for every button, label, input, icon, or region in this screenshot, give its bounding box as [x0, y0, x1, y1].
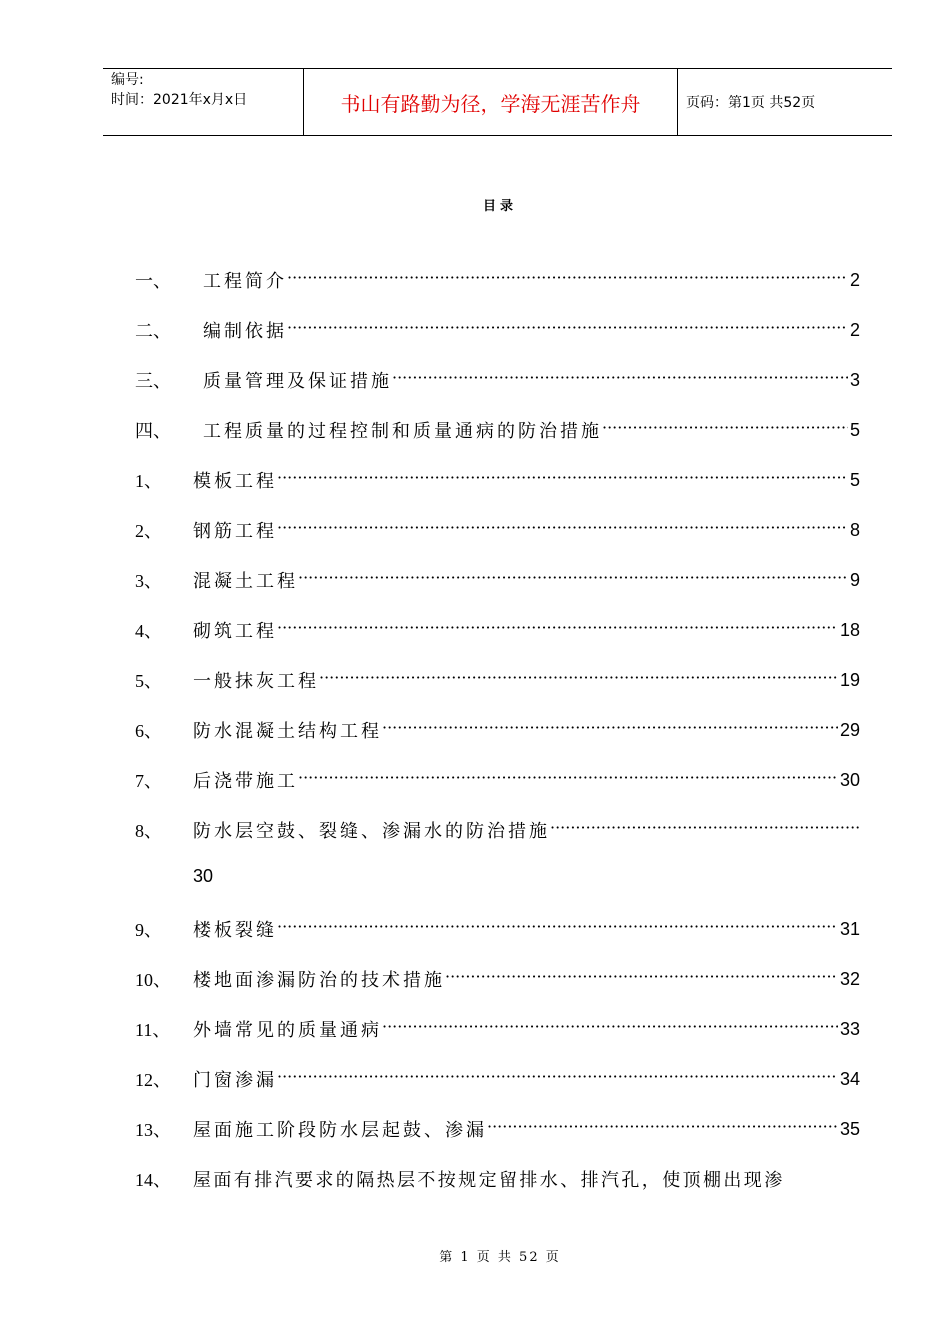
dot-leader: [319, 666, 838, 694]
toc-entry-page: 19: [839, 669, 860, 690]
toc-entry-number: 11、: [135, 1020, 171, 1040]
toc-entry[interactable]: [135, 466, 860, 494]
toc-entry-page: 2: [849, 319, 860, 340]
toc-entry-label: 模板工程: [193, 471, 277, 492]
dot-leader: [487, 1115, 838, 1143]
dot-leader: [298, 566, 848, 594]
toc-entry-page: 5: [849, 469, 860, 490]
serial-label: 编号:: [111, 72, 144, 88]
dot-leader: [382, 1015, 838, 1043]
toc-entry[interactable]: [135, 266, 860, 294]
toc-entry[interactable]: [135, 1015, 860, 1043]
dot-leader: [602, 416, 848, 444]
toc-entry-number: 9、: [135, 920, 162, 940]
toc-entry-number: 10、: [135, 970, 171, 990]
toc-entry-page: 31: [839, 918, 860, 939]
toc-entry[interactable]: [135, 366, 860, 394]
toc-entry-number: 7、: [135, 771, 162, 791]
toc-entry-number: 一、: [135, 271, 171, 291]
dot-leader: [298, 766, 838, 794]
header-motto: 书山有路勤为径，学海无涯苦作舟: [340, 91, 641, 116]
toc-entry-number: 6、: [135, 721, 162, 741]
toc-entry-label: 门窗渗漏: [193, 1070, 277, 1091]
toc-entry-number: 2、: [135, 521, 162, 541]
toc-entry-number: 1、: [135, 471, 162, 491]
toc-entry[interactable]: [135, 1115, 860, 1143]
header-motto-cell: [303, 69, 678, 135]
toc-entry[interactable]: [135, 816, 860, 844]
toc-entry-number: 3、: [135, 571, 162, 591]
dot-leader: [550, 816, 860, 844]
header-page-cell: [678, 69, 892, 135]
toc-entry-page: 32: [839, 968, 860, 989]
dot-leader: [392, 366, 848, 394]
toc-entry-label: 质量管理及保证措施: [203, 371, 392, 392]
toc-entry-number: 5、: [135, 671, 162, 691]
toc-entry-number: 三、: [135, 371, 171, 391]
header-page-info: 页码：第1页 共52页: [686, 95, 816, 111]
time-label: 时间：2021年x月x日: [111, 92, 248, 108]
toc-entry-label: 楼地面渗漏防治的技术措施: [193, 970, 445, 991]
toc-entry[interactable]: [135, 1165, 860, 1193]
toc-entry-page: 30: [839, 769, 860, 790]
dot-leader: [277, 616, 838, 644]
toc-entry-label: 外墙常见的质量通病: [193, 1020, 382, 1041]
toc-entry-page: 33: [839, 1018, 860, 1039]
toc-entry[interactable]: [135, 416, 860, 444]
dot-leader: [287, 266, 848, 294]
document-header: [103, 68, 892, 136]
toc-entry-label: 楼板裂缝: [193, 920, 277, 941]
toc-entry[interactable]: [135, 316, 860, 344]
toc-entry-page: 5: [849, 419, 860, 440]
toc-entry-label: 编制依据: [203, 321, 287, 342]
toc-entry-number: 14、: [135, 1170, 171, 1190]
toc-entry-label: 混凝土工程: [193, 571, 298, 592]
toc-entry[interactable]: [135, 516, 860, 544]
toc-entry-label: 一般抹灰工程: [193, 671, 319, 692]
toc-entry-number: 8、: [135, 821, 162, 841]
toc-entry-label: 屋面施工阶段防水层起鼓、渗漏: [193, 1120, 487, 1141]
toc-entry[interactable]: [135, 566, 860, 594]
toc-entry-label: 防水混凝土结构工程: [193, 721, 382, 742]
toc-entry-number: 四、: [135, 421, 171, 441]
toc-entry-label: 钢筋工程: [193, 521, 277, 542]
dot-leader: [287, 316, 848, 344]
dot-leader: [382, 716, 838, 744]
toc-entry[interactable]: [135, 965, 860, 993]
toc-entry-label: 防水层空鼓、裂缝、渗漏水的防治措施: [193, 821, 550, 842]
toc-entry-page: 3: [849, 369, 860, 390]
toc-entry-page: 2: [849, 269, 860, 290]
toc-entry-number: 13、: [135, 1120, 171, 1140]
toc-entry-page: 9: [849, 569, 860, 590]
toc-entry-number: 12、: [135, 1070, 171, 1090]
toc-entry[interactable]: [135, 716, 860, 744]
toc-entry[interactable]: [135, 766, 860, 794]
toc-entry-label: 工程质量的过程控制和质量通病的防治措施: [203, 421, 602, 442]
toc-entry-page: 8: [849, 519, 860, 540]
toc-entry-label: 屋面有排汽要求的隔热层不按规定留排水、排汽孔，使顶棚出现渗: [193, 1170, 785, 1191]
toc-entry-page: 29: [839, 719, 860, 740]
dot-leader: [277, 1065, 838, 1093]
dot-leader: [277, 915, 838, 943]
toc-entry[interactable]: [135, 616, 860, 644]
toc-entry-page: 18: [839, 619, 860, 640]
toc-entry-label: 后浇带施工: [193, 771, 298, 792]
dot-leader: [445, 965, 838, 993]
toc-entry-page: 35: [839, 1118, 860, 1139]
toc-title: 目录: [482, 199, 517, 214]
dot-leader: [277, 516, 848, 544]
header-meta-cell: [103, 69, 303, 135]
toc-entry-number: 4、: [135, 621, 162, 641]
dot-leader: [277, 466, 848, 494]
toc-entry-page: 30: [193, 866, 214, 886]
toc-entry[interactable]: [135, 915, 860, 943]
toc-entry[interactable]: [135, 1065, 860, 1093]
toc-entry-label: 砌筑工程: [193, 621, 277, 642]
toc-entry-number: 二、: [135, 321, 171, 341]
toc-entry[interactable]: [135, 666, 860, 694]
toc-entry-page: 34: [839, 1068, 860, 1089]
toc-entry-label: 工程简介: [203, 271, 287, 292]
page-footer: 第 1 页 共 52 页: [439, 1250, 561, 1265]
